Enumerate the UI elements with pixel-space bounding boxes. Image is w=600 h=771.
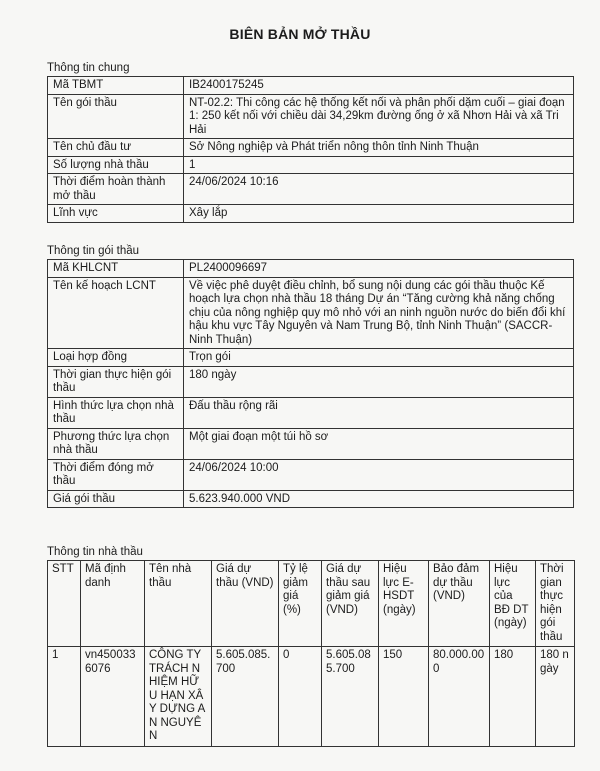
package-info-row — [48, 260, 574, 278]
table-cell: CÔNG TY TRÁCH NHIỆM HỮU HẠN XÂY DỰNG AN NGUYÊN — [145, 647, 212, 747]
table-cell: vn4500336076 — [81, 647, 145, 747]
general-info-label: Lĩnh vực — [48, 205, 184, 223]
column-header: Tên nhà thầu — [145, 561, 212, 647]
package-info-label: Thời điểm đóng mở thầu — [48, 459, 184, 490]
package-info-value: 180 ngày — [184, 366, 574, 397]
general-info-label: Tên chủ đầu tư — [48, 139, 184, 157]
package-info-row — [48, 490, 574, 508]
general-info-value: 1 — [184, 156, 574, 174]
contractor-info-table — [47, 560, 575, 747]
column-header: Mã định danh — [81, 561, 145, 647]
table-cell: 5.605.085.700 — [322, 647, 379, 747]
table-cell: 1 — [48, 647, 81, 747]
general-info-value: NT-02.2: Thi công các hệ thống kết nối và phân phối dặm cuối – giai đoạn 1: 250 kết nối với chiều dài 34,29km đường ống ở xã Nhơn Hải và xã Tri Hải — [184, 94, 574, 139]
package-info-row — [48, 277, 574, 349]
general-info-value: 24/06/2024 10:16 — [184, 174, 574, 205]
column-header: Thời gian thực hiện gói thầu — [536, 561, 575, 647]
general-info-row — [48, 156, 574, 174]
page-title: BIÊN BẢN MỞ THẦU — [229, 26, 371, 42]
table-cell: 180 — [490, 647, 536, 747]
package-info-value: 24/06/2024 10:00 — [184, 459, 574, 490]
package-info-value: Về việc phê duyệt điều chỉnh, bổ sung nội dung các gói thầu thuộc Kế hoạch lựa chọn nhà thầu 18 tháng Dự án “Tăng cường khả năng chống chịu của nông nghiệp quy mô nhỏ với an ninh nguồn nước do biến đổi khí hậu khu vực Tây Nguyên và Nam Trung Bộ, tỉnh Ninh Thuận” (SACCR-Ninh Thuận) — [184, 277, 574, 349]
package-info-label: Giá gói thầu — [48, 490, 184, 508]
table-cell: 180 ngày — [536, 647, 575, 747]
general-info-row — [48, 139, 574, 157]
general-info-value: Xây lắp — [184, 205, 574, 223]
package-info-label: Loại hợp đồng — [48, 349, 184, 367]
column-header: Giá dự thầu sau giảm giá (VND) — [322, 561, 379, 647]
table-cell: 5.605.085.700 — [212, 647, 279, 747]
column-header: Hiệu lực E-HSDT (ngày) — [379, 561, 429, 647]
general-info-heading: Thông tin chung — [47, 62, 130, 74]
contractor-table-header — [48, 561, 575, 647]
column-header: Bảo đảm dự thầu (VND) — [429, 561, 490, 647]
package-info-row — [48, 428, 574, 459]
table-cell: 0 — [279, 647, 322, 747]
package-info-value: 5.623.940.000 VND — [184, 490, 574, 508]
column-header: Giá dự thầu (VND) — [212, 561, 279, 647]
general-info-label: Thời điểm hoàn thành mở thầu — [48, 174, 184, 205]
package-info-label: Phương thức lựa chọn nhà thầu — [48, 428, 184, 459]
package-info-label: Thời gian thực hiện gói thầu — [48, 366, 184, 397]
package-info-value: Một giai đoạn một túi hồ sơ — [184, 428, 574, 459]
package-info-value: Trọn gói — [184, 349, 574, 367]
table-cell: 80.000.000 — [429, 647, 490, 747]
general-info-row — [48, 94, 574, 139]
package-info-row — [48, 366, 574, 397]
table-cell: 150 — [379, 647, 429, 747]
column-header: Tỷ lệ giảm giá (%) — [279, 561, 322, 647]
package-info-row — [48, 397, 574, 428]
package-info-table — [47, 259, 574, 508]
contractor-info-heading: Thông tin nhà thầu — [47, 546, 143, 558]
package-info-label: Mã KHLCNT — [48, 260, 184, 278]
package-info-row — [48, 459, 574, 490]
general-info-label: Số lượng nhà thầu — [48, 156, 184, 174]
general-info-label: Tên gói thầu — [48, 94, 184, 139]
column-header: Hiệu lực của BĐ DT (ngày) — [490, 561, 536, 647]
package-info-row — [48, 349, 574, 367]
general-info-value: Sở Nông nghiệp và Phát triển nông thôn tỉnh Ninh Thuận — [184, 139, 574, 157]
general-info-table — [47, 76, 574, 223]
package-info-heading: Thông tin gói thầu — [47, 245, 140, 257]
table-row — [48, 647, 575, 747]
package-info-value: PL2400096697 — [184, 260, 574, 278]
package-info-label: Tên kế hoạch LCNT — [48, 277, 184, 349]
general-info-row — [48, 174, 574, 205]
package-info-value: Đấu thầu rộng rãi — [184, 397, 574, 428]
column-header: STT — [48, 561, 81, 647]
general-info-label: Mã TBMT — [48, 77, 184, 95]
general-info-row — [48, 205, 574, 223]
package-info-label: Hình thức lựa chọn nhà thầu — [48, 397, 184, 428]
general-info-row — [48, 77, 574, 95]
general-info-value: IB2400175245 — [184, 77, 574, 95]
